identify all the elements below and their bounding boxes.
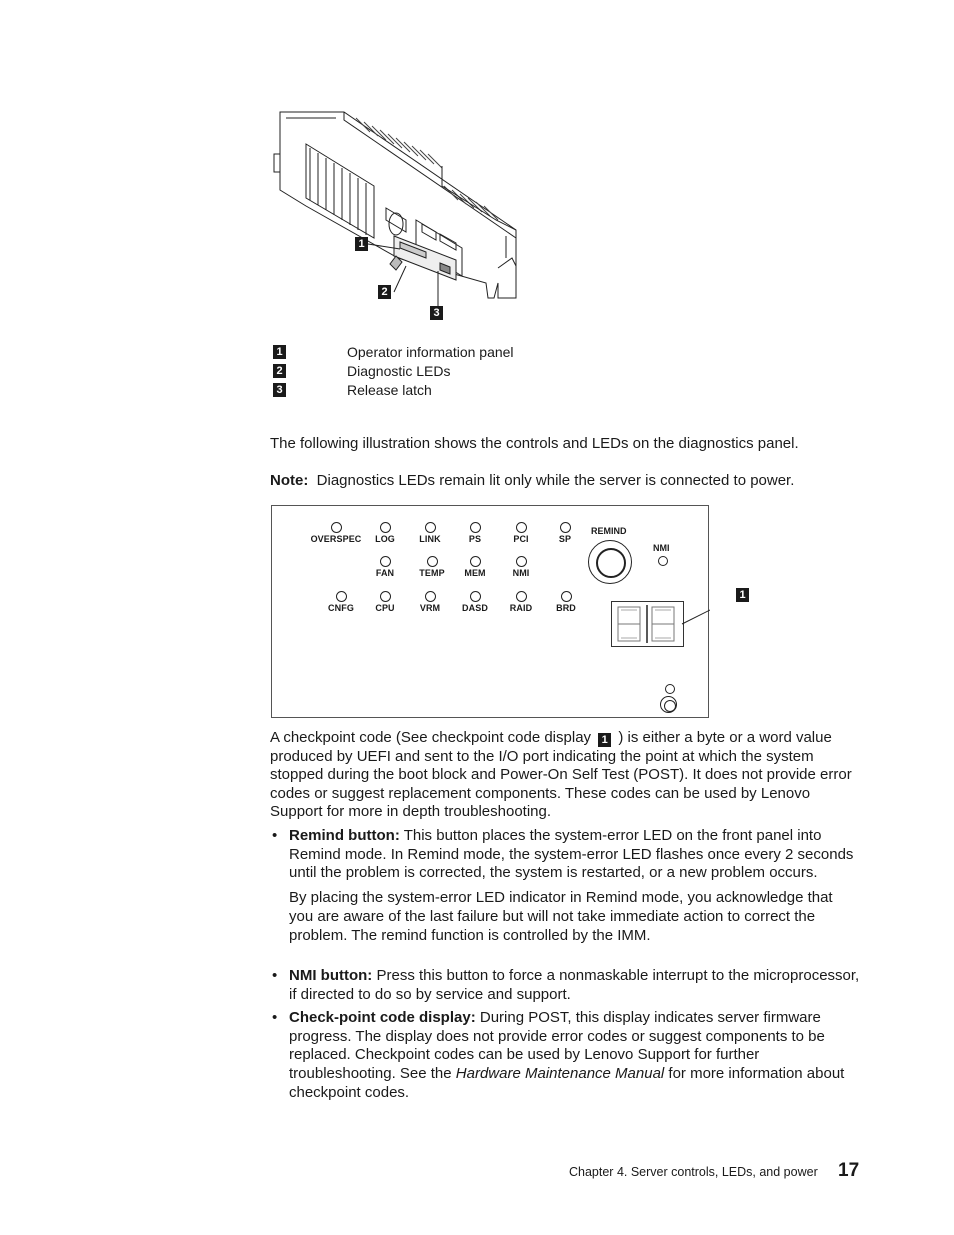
led-label: SP <box>558 534 572 544</box>
footer-chapter: Chapter 4. Server controls, LEDs, and power <box>569 1165 818 1179</box>
power-button-inner <box>664 700 676 712</box>
led-label: OVERSPEC <box>310 534 362 544</box>
bullet-checkpoint <box>270 1009 860 1103</box>
page-number: 17 <box>838 1160 860 1181</box>
led-label: CNFG <box>328 603 354 613</box>
nmi-title: NMI button: <box>289 967 373 984</box>
bullet-marker: • <box>272 827 278 844</box>
checkpoint-text-2: for more information about checkpoint codes. <box>289 1065 845 1101</box>
bullet-marker: • <box>272 967 278 984</box>
remind-extra: By placing the system-error LED indicator in Remind mode, you acknowledge that you are aware of the last failure but will not take immediate action to correct the problem. The remind function is controlled by the IMM. <box>289 889 833 944</box>
led-label: PCI <box>513 534 529 544</box>
remind-title: Remind button: <box>289 827 400 844</box>
diagnostics-panel <box>271 505 746 718</box>
server-drawing <box>266 108 528 323</box>
checkpoint-paragraph <box>270 729 860 822</box>
nmi-text: Press this button to force a nonmaskable interrupt to the microprocessor, if directed to do so by service and support. <box>289 967 860 1003</box>
led-label: RAID <box>509 603 533 613</box>
note-label: Note: <box>270 472 309 489</box>
legend-callout: 3 <box>273 383 286 397</box>
legend-text: Diagnostic LEDs <box>347 363 451 379</box>
bullet-nmi <box>270 967 860 1004</box>
led-label: MEM <box>464 568 486 578</box>
note-text: Diagnostics LEDs remain lit only while the server is connected to power. <box>316 472 795 489</box>
led-label: CPU <box>375 603 395 613</box>
inline-callout-1: 1 <box>598 733 611 747</box>
led-label: BRD <box>556 603 576 613</box>
led-label: FAN <box>375 568 395 578</box>
figure-callout-1: 1 <box>355 237 368 251</box>
led-label: NMI <box>512 568 530 578</box>
checkpoint-text-1: During POST, this display indicates server firmware progress. The display does not provide error codes or suggest components to be replaced. Checkpoint codes can be used by Lenovo Support for further troubleshooting. See the <box>289 1009 825 1083</box>
legend-callout: 1 <box>273 345 286 359</box>
led-label: TEMP <box>419 568 445 578</box>
intro-paragraph: The following illustration shows the controls and LEDs on the diagnostics panel. <box>270 435 799 452</box>
figure-callout-3: 3 <box>430 306 443 320</box>
server-illustration <box>266 108 528 323</box>
checkpoint-title: Check-point code display: <box>289 1009 476 1026</box>
led-label: VRM <box>419 603 441 613</box>
led-label: LOG <box>375 534 395 544</box>
checkpoint-text-after: ) is either a byte or a word value produced by UEFI and sent to the I/O port indicating the point at which the system stopped during the boot block and Power-On Self Test (POST). It does not provide error codes or suggest replacement components. These codes can be used by Lenovo Support for more in depth troubleshooting. <box>270 729 852 821</box>
power-icon <box>665 684 675 694</box>
led-label: DASD <box>462 603 488 613</box>
manual-title: Hardware Maintenance Manual <box>455 1065 665 1083</box>
remind-label: REMIND <box>591 526 627 536</box>
bullet-marker: • <box>272 1009 278 1026</box>
checkpoint-text-before: A checkpoint code (See checkpoint code display <box>270 729 592 746</box>
legend-text: Operator information panel <box>347 344 514 360</box>
nmi-label: NMI <box>653 543 670 553</box>
remind-text: This button places the system-error LED on the front panel into Remind mode. In Remind mode, the system-error LED flashes once every 2 seconds until the problem is corrected, the system is restarted, or a new problem occurs. <box>289 827 854 882</box>
note-paragraph <box>270 472 860 491</box>
led-label: LINK <box>419 534 441 544</box>
power-button[interactable] <box>660 696 677 713</box>
bullet-remind <box>270 827 860 945</box>
figure-callout-2: 2 <box>378 285 391 299</box>
checkpoint-leader-line <box>272 506 710 719</box>
led-label: PS <box>468 534 482 544</box>
legend-callout: 2 <box>273 364 286 378</box>
legend-text: Release latch <box>347 382 432 398</box>
panel-callout-1: 1 <box>736 588 749 602</box>
